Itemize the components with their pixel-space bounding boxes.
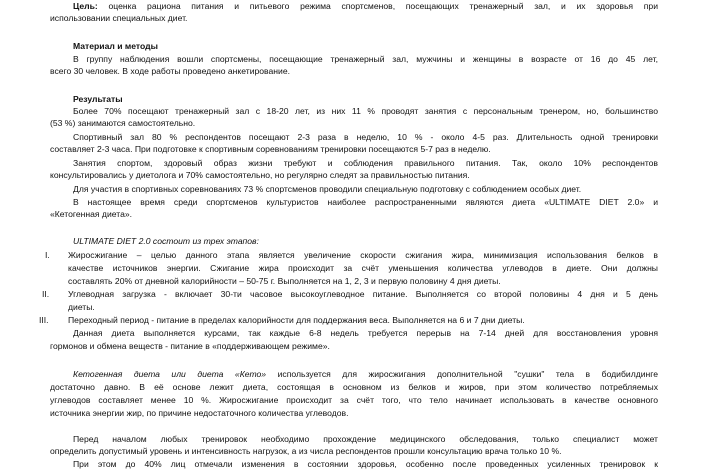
stage-2-number: II.	[42, 289, 50, 299]
aim-line-2: использовании специальных диет.	[50, 13, 188, 23]
results-p3-line-1: Занятия спортом, здоровый образ жизни требуют и соблюдения правильного питания. Так, около 10% респондентов	[73, 158, 658, 168]
results-p5-line-2: «Кетогенная диета».	[50, 209, 133, 219]
keto-line-4: источника энергии жир, по причине недостаточного количества углеводов.	[50, 408, 349, 418]
aim-line-1	[73, 1, 658, 11]
stage-1-line-1: Жиросжигание – целью данного этапа является увеличение скорости сжигания жира, минимизация использования белков в	[68, 250, 658, 260]
medical-line-1: Перед началом любых тренировок необходимо прохождение медицинского обследования, только специалист может	[73, 434, 658, 444]
results-p5-line-1: В настоящее время среди спортсменов культуристов наиболее распространенными являются диета «ULTIMATE DIET 2.0» и	[73, 197, 658, 207]
medical-line-2: определить допустимый уровень и интенсивность нагрузок, а из числа респондентов прошли консультацию врача только 10 %.	[50, 446, 562, 456]
keto-line-3: углеводов составляет менее 10 %. Жиросжигание происходит за счёт того, что тело начинает использовать в качестве основного	[50, 395, 658, 405]
keto-italic-lead: Кетогенная диета или диета «Кето»	[73, 369, 267, 379]
results-heading: Результаты	[73, 94, 123, 104]
results-p2-line-1: Спортивный зал 80 % респондентов посещают 2-3 раза в неделю, 10 % - около 4-5 раз. Длительность одной тренировки	[73, 132, 658, 142]
keto-line-1-rest: используется для жиросжигания дополнительной "сушки" тела в бодибилдинге	[277, 369, 658, 379]
results-p1-line-2: (53 %) занимаются самостоятельно.	[50, 118, 196, 128]
methods-heading: Материал и методы	[73, 41, 158, 51]
stage-3-line-1: Переходный период - питание в пределах калорийности для поддержания веса. Выполняется на 6 и 7 дни диеты.	[68, 315, 525, 325]
ultimate-intro: ULTIMATE DIET 2.0 состоит из трех этапов:	[73, 236, 259, 246]
ultimate-course-line-2: гормонов и обмена веществ - питание в «поддерживающем режиме».	[50, 341, 330, 351]
stage-2-line-1: Углеводная загрузка - включает 30-ти часовое высокоуглеводное питание. Выполняется со второй половины 4 дня и 5 день	[68, 289, 658, 299]
results-p2-line-2: составляет 2-3 часа. При подготовке к спортивным соревнованиям тренировки посещаются 5-7 раз в неделю.	[50, 144, 491, 154]
ultimate-course-line-1: Данная диета выполняется курсами, так каждые 6-8 недель требуется перерыв на 7-14 дней для восстановления уровня	[73, 328, 658, 338]
results-p1-line-1: Более 70% посещают тренажерный зал с 18-20 лет, из них 11 % проводят занятия с персональным тренером, но, большинство	[73, 106, 658, 116]
methods-line-1: В группу наблюдения вошли спортсмены, посещающие тренажерный зал, мужчины и женщины в возрасте от 16 до 45 лет,	[73, 54, 658, 64]
stage-3-number: III.	[39, 315, 49, 325]
keto-line-1	[73, 369, 658, 379]
stage-1-line-2: качестве источников энергии. Сжигание жира происходит за счёт уменьшения количества углеводов в диете. Они должны	[68, 263, 658, 273]
aim-label: Цель:	[73, 1, 98, 11]
aim-text: оценка рациона питания и питьевого режима спортсменов, посещающих тренажерный зал, и их здоровья при	[108, 1, 659, 11]
stage-1-number: I.	[45, 250, 50, 260]
medical-line-3: При этом до 40% лиц отмечали изменения в состоянии здоровья, особенно после проведенных усиленных тренировок к	[73, 459, 658, 469]
keto-line-2: достаточно давно. В её основе лежит диета, состоящая в основном из белков и жиров, при этом количество потребляемых	[50, 382, 658, 392]
results-p4-line-1: Для участия в спортивных соревнованиях 73 % спортсменов проводили специальную подготовку с соблюдением особых диет.	[73, 184, 582, 194]
stage-1-line-3: составлять 20% от дневной калорийности – 50-75 г. Выполняется на 1, 2, 3 и первую половину 4 дня диеты.	[68, 276, 501, 286]
results-p3-line-2: консультировались у диетолога и 70% самостоятельно, но регулярно следят за правильностью питания.	[50, 170, 470, 180]
stage-2-line-2: диеты.	[68, 302, 95, 312]
methods-line-2: всего 30 человек. В ходе работы проведено анкетирование.	[50, 66, 291, 76]
